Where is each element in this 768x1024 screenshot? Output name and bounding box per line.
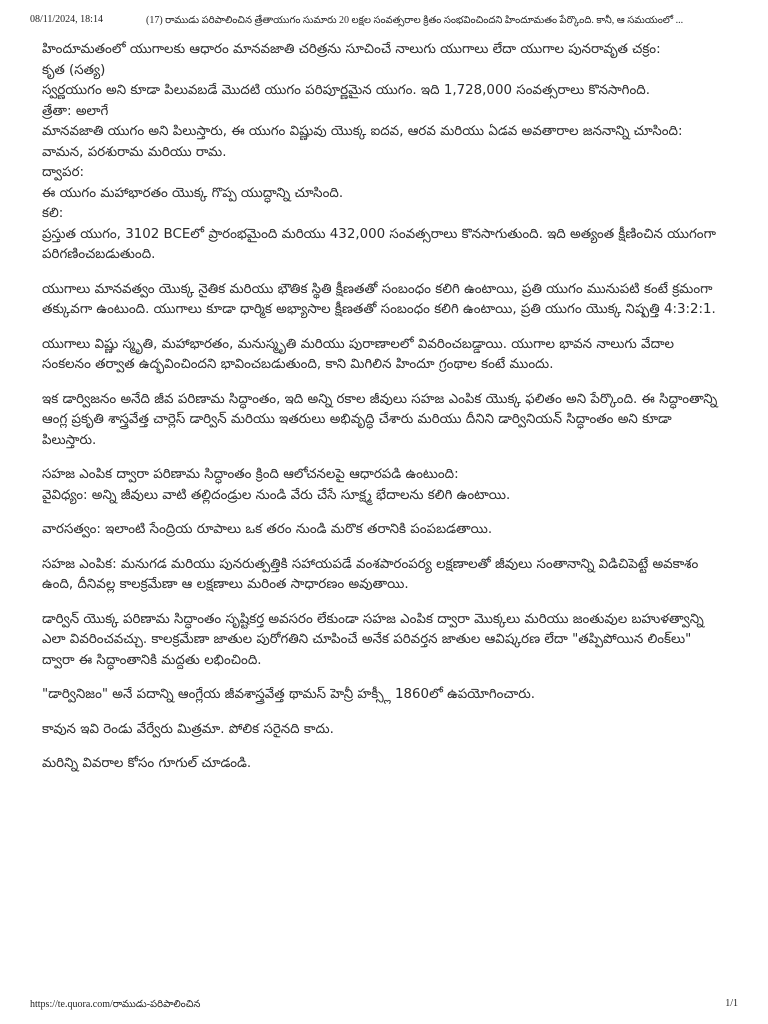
print-datetime: 08/11/2024, 18:14 [30,14,103,25]
paragraph-treta-description: మానవజాతి యుగం అని పిలుస్తారు, ఈ యుగం విష్ణువు యొక్క ఐదవ, ఆరవ మరియు ఏడవ అవతారాల జననాన్ని చూసింది: వామన, పరశురామ మరియు రామ. [42,124,683,160]
paragraph-intro: హిందూమతంలో యుగాలకు ఆధారం మానవజాతి చరిత్రను సూచించే నాలుగు యుగాలు లేదా యుగాల పునరావృత చక్రం: [42,42,661,57]
paragraph-krita-heading: కృత (సత్య) [42,62,106,78]
paragraph-darwinism-intro: ఇక డార్విజనం అనేది జీవ పరిణామ సిద్ధాంతం, ఇది అన్ని రకాల జీవులు సహజ ఎంపిక యొక్క ఫలితం అని పేర్కొంది. ఈ సిద్ధాంతాన్ని ఆంగ్ల ప్రకృతి శాస్త్రవేత్త చార్లెస్ డార్విన్ మరియు ఇతరులు అభివృద్ధి చేశారు మరియు దీనిని డార్వినియన్ సిద్ధాంతం అని కూడా పిలుస్తారు. [42,391,718,448]
paragraph-variation: వైవిధ్యం: అన్ని జీవులు వాటి తల్లిదండ్రుల నుండి వేరు చేసే సూక్ష్మ భేదాలను కలిగి ఉంటాయి. [42,487,511,503]
paragraph-natural-selection-ideas: సహజ ఎంపిక ద్వారా పరిణామ సిద్ధాంతం క్రింది ఆలోచనలపై ఆధారపడి ఉంటుంది: [42,467,459,482]
paragraph-yuga-sources: యుగాలు విష్ణు స్మృతి, మహాభారతం, మనుస్మృతి మరియు పురాణాలలో వివరించబడ్డాయి. యుగాల భావన నాలుగు వేదాల సంకలనం తర్వాత ఉద్భవించిందని భావించబడుతుంది, కాని మిగిలిన హిందూ గ్రంథాల కంటే ముందు. [42,336,674,372]
paragraph-inheritance: వారసత్వం: ఇలాంటి సేంద్రియ రూపాలు ఒక తరం నుండి మరొక తరానికి పంపబడతాయి. [42,522,493,537]
answer-body [42,40,726,775]
paragraph-dvapara-description: ఈ యుగం మహాభారతం యొక్క గొప్ప యుద్ధాన్ని చూసింది. [42,185,344,201]
paragraph-dvapara-heading: ద్వాపర: [42,165,85,180]
print-header [30,14,738,30]
print-footer [30,998,738,1012]
print-page-title: (17) రాముడు పరిపాలించిన త్రేతాయుగం సుమారు 20 లక్షల సంవత్సరాల క్రితం సంభవించిందని హిందూమతం పేర్కొంది. కానీ, ఆ సమయంలో ... [146,15,684,26]
paragraph-yuga-decline: యుగాలు మానవత్వం యొక్క నైతిక మరియు భౌతిక స్థితి క్షీణతతో సంబంధం కలిగి ఉంటాయి, ప్రతి యుగం మునుపటి కంటే క్రమంగా తక్కువగా ఉంటుంది. యుగాలు కూడా ధార్మిక అభ్యాసాల క్షీణతతో సంబంధం కలిగి ఉంటాయి, ప్రతి యుగం యొక్క నిష్పత్తి 4:3:2:1. [42,281,716,317]
page-number: 1/1 [725,998,738,1009]
paragraph-krita-description: స్వర్ణయుగం అని కూడా పిలువబడే మొదటి యుగం పరిపూర్ణమైన యుగం. ఇది 1,728,000 సంవత్సరాలు కొనసాగింది. [42,83,650,98]
paragraph-conclusion: కావున ఇవి రెండు వేర్వేరు మిత్రమా. పోలిక సరైనది కాదు. [42,721,334,737]
paragraph-kali-description: ప్రస్తుత యుగం, 3102 BCEలో ప్రారంభమైంది మరియు 432,000 సంవత్సరాలు కొనసాగుతుంది. ఇది అత్యంత క్షీణించిన యుగంగా పరిగణించబడుతుంది. [42,226,716,262]
paragraph-treta-heading: త్రేతా: అలాగే [42,103,109,119]
paragraph-more-details: మరిన్ని వివరాల కోసం గూగుల్ చూడండి. [42,756,252,771]
paragraph-natural-selection: సహజ ఎంపిక: మనుగడ మరియు పునరుత్పత్తికి సహాయపడే వంశపారంపర్య లక్షణాలతో జీవులు సంతానాన్ని విడిచిపెట్టే అవకాశం ఉంది, దీనివల్ల కాలక్రమేణా ఆ లక్షణాలు మరింత సాధారణం అవుతాయి. [42,556,699,592]
print-url: https://te.quora.com/రాముడు-పరిపాలించిన [30,999,201,1010]
paragraph-darwin-theory: డార్విన్ యొక్క పరిణామ సిద్ధాంతం సృష్టికర్త అవసరం లేకుండా సహజ ఎంపిక ద్వారా మొక్కలు మరియు జంతువుల బహుళత్వాన్ని ఎలా వివరించవచ్చు. కాలక్రమేణా జాతుల పురోగతిని చూపించే అనేక పరివర్తన జాతుల ఆవిష్కరణ లేదా "తప్పిపోయిన లింక్‌లు" ద్వారా ఈ సిద్ధాంతానికి మద్దతు లభించింది. [42,611,704,668]
paragraph-darwinism-term: "డార్వినిజం" అనే పదాన్ని ఆంగ్లేయ జీవశాస్త్రవేత్త థామస్ హెన్రీ హక్స్లీ 1860లో ఉపయోగించారు. [42,687,536,702]
paragraph-kali-heading: కలి: [42,206,64,221]
